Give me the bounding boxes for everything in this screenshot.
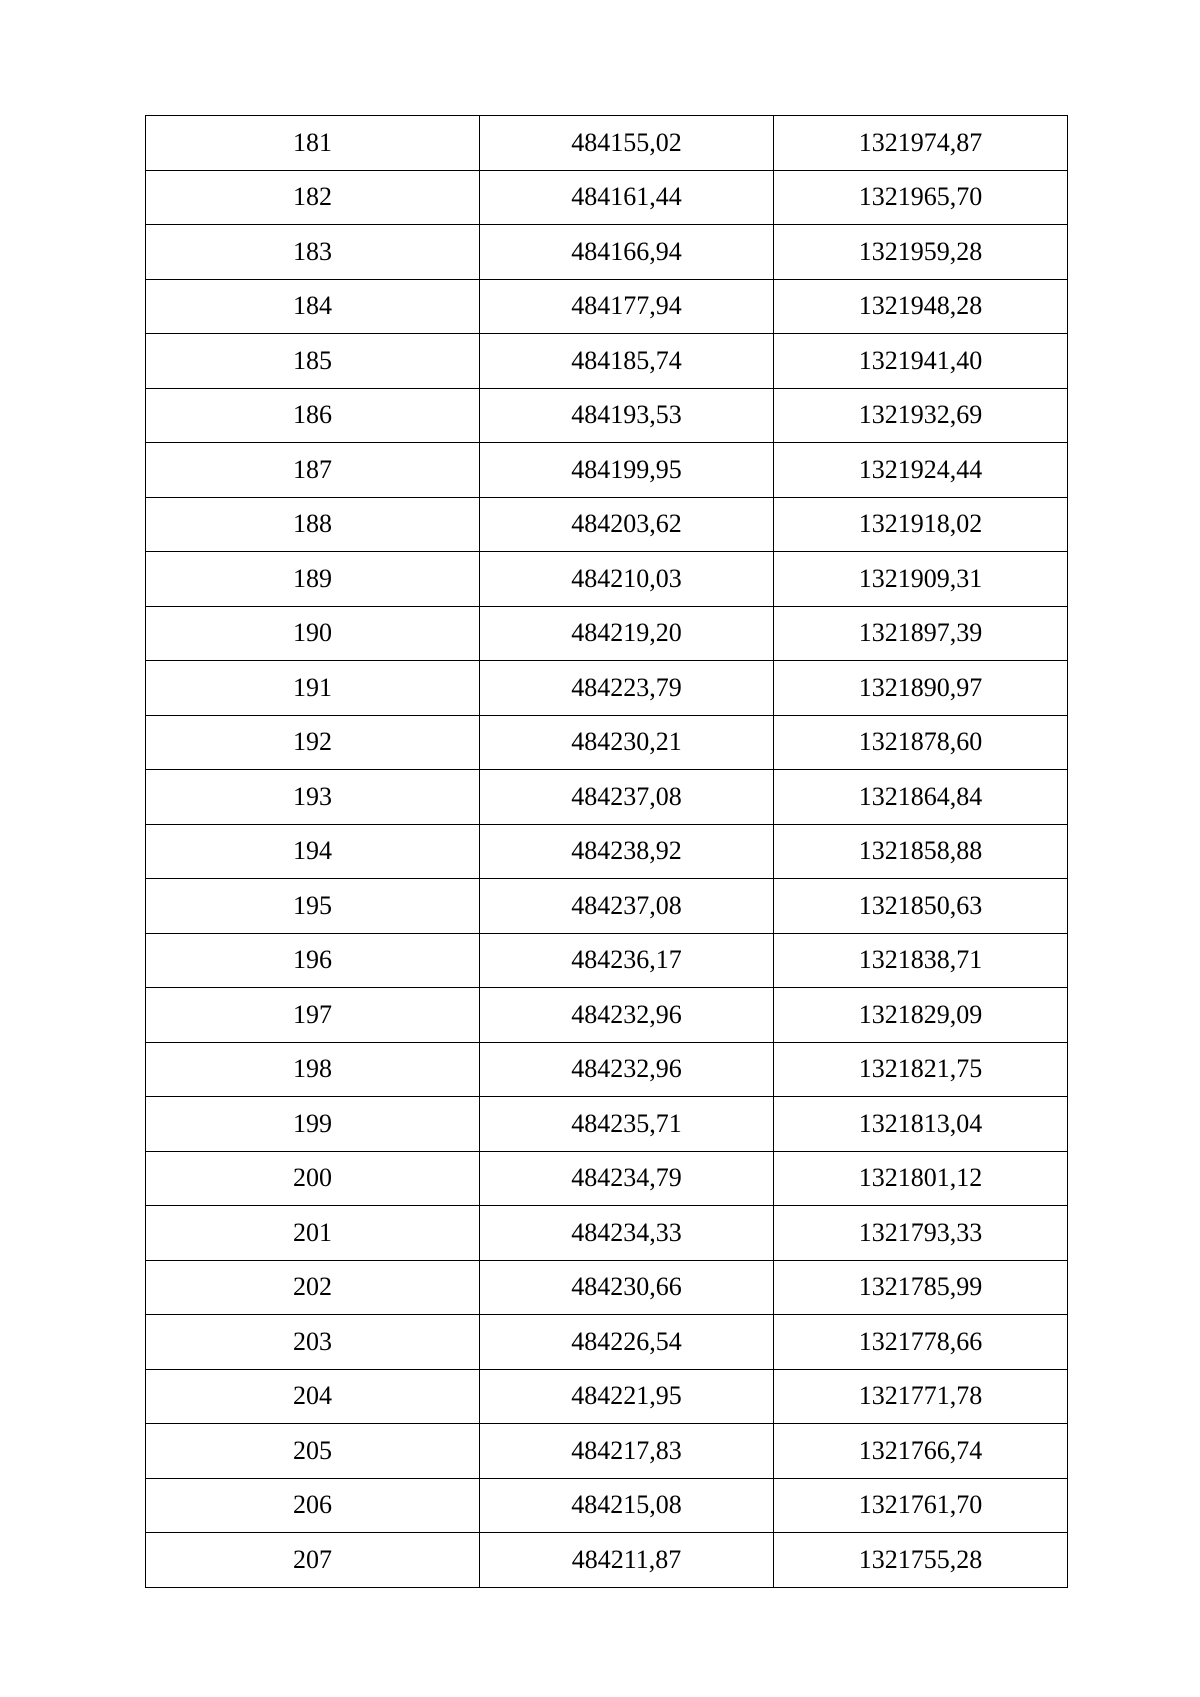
y-coordinate-cell: 1321838,71 xyxy=(774,933,1068,988)
y-coordinate-cell: 1321864,84 xyxy=(774,770,1068,825)
point-number-cell: 190 xyxy=(146,606,480,661)
point-number-cell: 203 xyxy=(146,1315,480,1370)
y-coordinate-cell: 1321959,28 xyxy=(774,225,1068,280)
point-number-cell: 199 xyxy=(146,1097,480,1152)
y-coordinate-cell: 1321778,66 xyxy=(774,1315,1068,1370)
x-coordinate-cell: 484211,87 xyxy=(480,1533,774,1588)
point-number-cell: 189 xyxy=(146,552,480,607)
x-coordinate-cell: 484221,95 xyxy=(480,1369,774,1424)
x-coordinate-cell: 484234,79 xyxy=(480,1151,774,1206)
table-row xyxy=(146,715,1068,770)
point-number-cell: 183 xyxy=(146,225,480,280)
x-coordinate-cell: 484219,20 xyxy=(480,606,774,661)
y-coordinate-cell: 1321932,69 xyxy=(774,388,1068,443)
y-coordinate-cell: 1321974,87 xyxy=(774,116,1068,171)
x-coordinate-cell: 484232,96 xyxy=(480,1042,774,1097)
point-number-cell: 186 xyxy=(146,388,480,443)
y-coordinate-cell: 1321858,88 xyxy=(774,824,1068,879)
x-coordinate-cell: 484226,54 xyxy=(480,1315,774,1370)
x-coordinate-cell: 484237,08 xyxy=(480,879,774,934)
x-coordinate-cell: 484166,94 xyxy=(480,225,774,280)
point-number-cell: 193 xyxy=(146,770,480,825)
y-coordinate-cell: 1321941,40 xyxy=(774,334,1068,389)
table-row xyxy=(146,1151,1068,1206)
y-coordinate-cell: 1321813,04 xyxy=(774,1097,1068,1152)
table-row xyxy=(146,1097,1068,1152)
point-number-cell: 205 xyxy=(146,1424,480,1479)
point-number-cell: 192 xyxy=(146,715,480,770)
y-coordinate-cell: 1321821,75 xyxy=(774,1042,1068,1097)
point-number-cell: 204 xyxy=(146,1369,480,1424)
x-coordinate-cell: 484203,62 xyxy=(480,497,774,552)
table-row xyxy=(146,606,1068,661)
x-coordinate-cell: 484236,17 xyxy=(480,933,774,988)
point-number-cell: 196 xyxy=(146,933,480,988)
y-coordinate-cell: 1321890,97 xyxy=(774,661,1068,716)
coordinates-table-body xyxy=(146,116,1068,1588)
x-coordinate-cell: 484210,03 xyxy=(480,552,774,607)
table-row xyxy=(146,116,1068,171)
y-coordinate-cell: 1321897,39 xyxy=(774,606,1068,661)
y-coordinate-cell: 1321785,99 xyxy=(774,1260,1068,1315)
x-coordinate-cell: 484230,66 xyxy=(480,1260,774,1315)
table-row xyxy=(146,1042,1068,1097)
point-number-cell: 182 xyxy=(146,170,480,225)
table-row xyxy=(146,661,1068,716)
y-coordinate-cell: 1321801,12 xyxy=(774,1151,1068,1206)
point-number-cell: 184 xyxy=(146,279,480,334)
table-row xyxy=(146,1206,1068,1261)
table-row xyxy=(146,824,1068,879)
table-row xyxy=(146,1533,1068,1588)
y-coordinate-cell: 1321755,28 xyxy=(774,1533,1068,1588)
table-row xyxy=(146,1315,1068,1370)
point-number-cell: 202 xyxy=(146,1260,480,1315)
point-number-cell: 198 xyxy=(146,1042,480,1097)
y-coordinate-cell: 1321948,28 xyxy=(774,279,1068,334)
y-coordinate-cell: 1321829,09 xyxy=(774,988,1068,1043)
x-coordinate-cell: 484232,96 xyxy=(480,988,774,1043)
coordinates-table xyxy=(145,115,1068,1588)
x-coordinate-cell: 484177,94 xyxy=(480,279,774,334)
x-coordinate-cell: 484237,08 xyxy=(480,770,774,825)
x-coordinate-cell: 484193,53 xyxy=(480,388,774,443)
x-coordinate-cell: 484185,74 xyxy=(480,334,774,389)
x-coordinate-cell: 484199,95 xyxy=(480,443,774,498)
table-row xyxy=(146,1260,1068,1315)
y-coordinate-cell: 1321850,63 xyxy=(774,879,1068,934)
point-number-cell: 207 xyxy=(146,1533,480,1588)
y-coordinate-cell: 1321909,31 xyxy=(774,552,1068,607)
point-number-cell: 201 xyxy=(146,1206,480,1261)
table-row xyxy=(146,1424,1068,1479)
x-coordinate-cell: 484217,83 xyxy=(480,1424,774,1479)
y-coordinate-cell: 1321878,60 xyxy=(774,715,1068,770)
x-coordinate-cell: 484234,33 xyxy=(480,1206,774,1261)
table-row xyxy=(146,1369,1068,1424)
x-coordinate-cell: 484238,92 xyxy=(480,824,774,879)
table-row xyxy=(146,443,1068,498)
point-number-cell: 191 xyxy=(146,661,480,716)
table-row xyxy=(146,170,1068,225)
x-coordinate-cell: 484235,71 xyxy=(480,1097,774,1152)
point-number-cell: 197 xyxy=(146,988,480,1043)
point-number-cell: 195 xyxy=(146,879,480,934)
x-coordinate-cell: 484230,21 xyxy=(480,715,774,770)
table-row xyxy=(146,552,1068,607)
x-coordinate-cell: 484161,44 xyxy=(480,170,774,225)
point-number-cell: 185 xyxy=(146,334,480,389)
y-coordinate-cell: 1321766,74 xyxy=(774,1424,1068,1479)
table-row xyxy=(146,879,1068,934)
table-row xyxy=(146,334,1068,389)
x-coordinate-cell: 484155,02 xyxy=(480,116,774,171)
y-coordinate-cell: 1321924,44 xyxy=(774,443,1068,498)
table-row xyxy=(146,279,1068,334)
y-coordinate-cell: 1321761,70 xyxy=(774,1478,1068,1533)
x-coordinate-cell: 484223,79 xyxy=(480,661,774,716)
table-row xyxy=(146,225,1068,280)
y-coordinate-cell: 1321771,78 xyxy=(774,1369,1068,1424)
x-coordinate-cell: 484215,08 xyxy=(480,1478,774,1533)
point-number-cell: 206 xyxy=(146,1478,480,1533)
y-coordinate-cell: 1321793,33 xyxy=(774,1206,1068,1261)
point-number-cell: 194 xyxy=(146,824,480,879)
point-number-cell: 187 xyxy=(146,443,480,498)
point-number-cell: 188 xyxy=(146,497,480,552)
y-coordinate-cell: 1321965,70 xyxy=(774,170,1068,225)
table-row xyxy=(146,770,1068,825)
table-row xyxy=(146,1478,1068,1533)
table-row xyxy=(146,497,1068,552)
table-row xyxy=(146,388,1068,443)
y-coordinate-cell: 1321918,02 xyxy=(774,497,1068,552)
point-number-cell: 181 xyxy=(146,116,480,171)
table-row xyxy=(146,933,1068,988)
table-row xyxy=(146,988,1068,1043)
point-number-cell: 200 xyxy=(146,1151,480,1206)
